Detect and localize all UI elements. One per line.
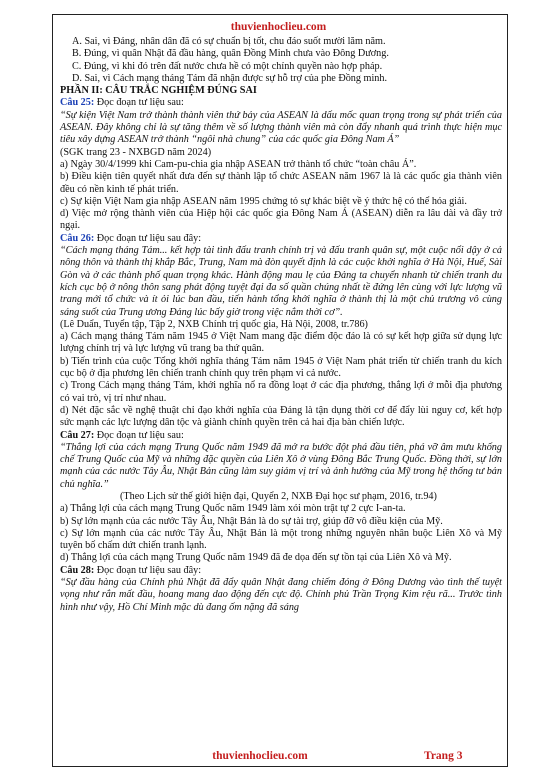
q24-option-d: D. Sai, vì Cách mạng tháng Tám đã nhận được sự hỗ trợ của phe Đồng minh. (72, 72, 388, 84)
page-number: Trang 3 (424, 750, 463, 762)
q26-source: (Lê Duẩn, Tuyển tập, Tập 2, NXB Chính trị quốc gia, Hà Nội, 2008, tr.786) (60, 318, 368, 330)
footer-site: thuvienhoclieu.com (212, 750, 308, 762)
q26-header (60, 233, 502, 245)
q28-intro: Đọc đoạn tư liệu sau đây: (96, 564, 202, 576)
q25-item-b: b) Điều kiện tiên quyết nhất đưa đến sự thành lập tổ chức ASEAN năm 1967 là là các quốc gia thành viên đều có nền kinh tế phát triển. (60, 171, 502, 195)
q25-intro: Đọc đoạn tư liệu sau: (96, 97, 184, 109)
q24-option-c: C. Đúng, vì khi đó trên đất nước chưa hề có một chính quyền nào hợp pháp. (72, 60, 383, 72)
q26-intro: Đọc đoạn tư liệu sau đây: (96, 232, 202, 244)
q27-item-b: b) Sự lớn mạnh của các nước Tây Âu, Nhật Bản là do sự tài trợ, giúp đỡ vô điều kiện của Mỹ. (60, 515, 443, 527)
q27-item-c: c) Sự lớn mạnh của các nước Tây Âu, Nhật Bản là một trong những nguyên nhân buộc Liên Xô và Mỹ tuyên bố chấm dứt chiến tranh lạnh. (60, 527, 502, 552)
q27-quote: “Thắng lợi của cách mạng Trung Quốc năm 1949 đã mở ra bước đột phá đầu tiên, phá vỡ âm mưu khống chế Trung Quốc của Mỹ và những đặc quyền của Liên Xô ở vùng Đông Bắc Trung Quốc. Đồng thời, sự lớn mạnh của các nước Tây Âu, Nhật Bản cũng làm suy giảm vị trí và ảnh hưởng của Mỹ trong hệ thống tư bản chủ nghĩa.” (60, 441, 502, 490)
q26-item-b: b) Tiến trình của cuộc Tổng khởi nghĩa tháng Tám năm 1945 ở Việt Nam phát triển từ chiến tranh du kích cục bộ ở địa phương lên chiến tranh chính quy trên phạm vi cả nước. (60, 355, 502, 380)
q25-quote: “Sự kiện Việt Nam trở thành thành viên thứ bảy của ASEAN là dấu mốc quan trọng trong sự phát triển của ASEAN. Đây không chỉ là sự tăng thêm về số lượng thành viên mà còn đẩy nhanh quá trình thực hiện mục tiêu xây dựng ASEAN trở thành “ngôi nhà chung” của các quốc gia Đông Nam Á” (60, 109, 502, 146)
q27-item-a: a) Thắng lợi của cách mạng Trung Quốc năm 1949 làm xói mòn trật tự 2 cực I-an-ta. (60, 503, 406, 515)
q27-item-d: d) Thắng lợi của cách mạng Trung Quốc năm 1949 đã đe dọa đến sự tồn tại của Liên Xô và Mỹ. (60, 552, 452, 564)
document-body (60, 36, 502, 614)
q28-label: Câu 28: (60, 564, 95, 576)
part-heading: PHẦN II: CÂU TRẮC NGHIỆM ĐÚNG SAI (60, 85, 257, 97)
q25-header (60, 97, 502, 109)
q28-header (60, 565, 502, 577)
header-site: thuvienhoclieu.com (230, 21, 327, 33)
q25-source: (SGK trang 23 - NXBGD năm 2024) (60, 146, 212, 158)
q25-item-d: d) Việc mở rộng thành viên của Hiệp hội các quốc gia Đông Nam Á (ASEAN) diễn ra lâu dài và đầy trở ngại. (60, 208, 502, 232)
q27-source: (Theo Lịch sử thế giới hiện đại, Quyển 2, NXB Đại học sư phạm, 2016, tr.94) (120, 490, 437, 502)
q28-quote: “Sự đầu hàng của Chính phủ Nhật đã đẩy quân Nhật đang chiếm đóng ở Đông Dương vào tình thế tuyệt vọng như rắn mất đầu, hoang mang dao động đến cực độ. Chính phủ Trần Trọng Kim rệu rã... Trước tình hình như vậy, Hồ Chí Minh mặc dù đang ốm nặng đã sáng (60, 577, 502, 613)
q27-intro: Đọc đoạn tư liệu sau: (96, 429, 184, 441)
q26-quote: “Cách mạng tháng Tám... kết hợp tài tình đấu tranh chính trị và đấu tranh quân sự, một cuộc nổi dậy ở cả nông thôn và thành thị khắp Bắc, Trung, Nam mà đòn quyết định là các cuộc khởi nghĩa ở Hà Nội, Huế, Sài Gòn và ở các thành phố quan trọng khác. Hành động mau lẹ của Đảng ta chuyển nhanh từ chiến tranh du kích cục bộ ở nông thôn sang phát động tuyệt đại đa số quần chúng nhất tề đứng lên cùng với lực lượng vũ trang mới tổ chức và ít ỏi lúc ban đầu, tiến hành tổng khởi nghĩa ở thành thị là một chủ trương vô cùng sáng suốt của Trung ương Đảng lúc bấy giờ trong việc nắm thời cơ”. (60, 245, 502, 318)
q25-item-c: c) Sự kiện Việt Nam gia nhập ASEAN năm 1995 chứng tỏ sự khác biệt về ý thức hệ có thể hóa giải. (60, 195, 467, 207)
q27-header (60, 430, 502, 442)
q25-item-a: a) Ngày 30/4/1999 khi Cam-pu-chia gia nhập ASEAN trở thành tổ chức “toàn châu Á”. (60, 158, 417, 170)
q27-label: Câu 27: (60, 429, 95, 441)
q26-item-d: d) Nét đặc sắc về nghệ thuật chỉ đạo khởi nghĩa của Đảng là tận dụng thời cơ để đẩy lùi nguy cơ, kết hợp sức mạnh các lực lượng dân tộc và giành chính quyền trên cả hai địa bàn chiến lược. (60, 404, 502, 429)
q24-option-a: A. Sai, vì Đảng, nhân dân đã có sự chuẩn bị tốt, chu đáo suốt mười lăm năm. (72, 36, 386, 47)
q25-label: Câu 25: (60, 97, 95, 109)
q26-label: Câu 26: (60, 232, 95, 244)
q24-option-b: B. Đúng, vì quân Nhật đã đầu hàng, quân Đồng Minh chưa vào Đông Dương. (72, 48, 389, 60)
q26-item-c: c) Trong Cách mạng tháng Tám, khởi nghĩa nổ ra đồng loạt ở các địa phương, thắng lợi ở mỗi địa phương có vai trò, vị trí như nhau. (60, 380, 502, 404)
q26-item-a: a) Cách mạng tháng Tám năm 1945 ở Việt Nam mang đặc điểm độc đáo là có sự kết hợp giữa sử dụng lực lượng chính trị và lực lượng vũ trang ba thứ quân. (60, 331, 502, 355)
